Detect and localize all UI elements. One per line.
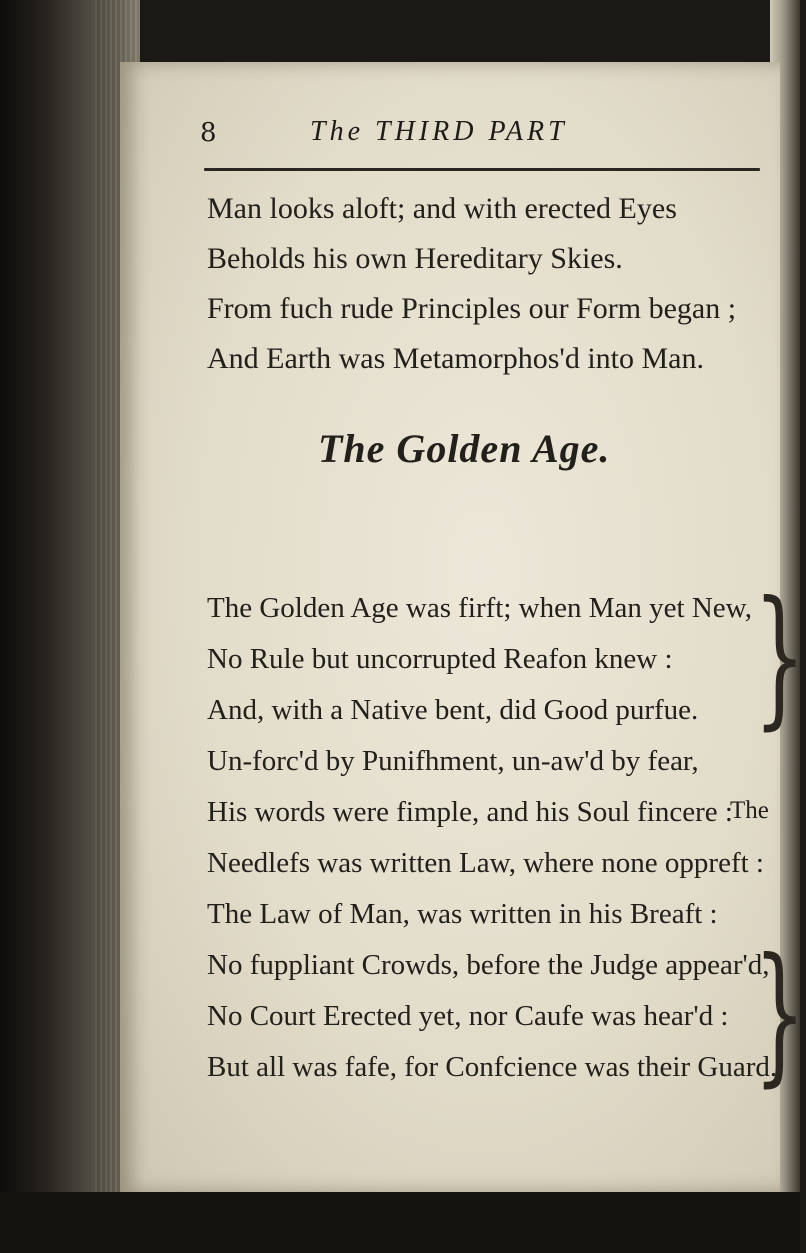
verse-line: And Earth was Metamorphos'd into Man. [207,342,704,375]
verse-line: Un-forc'd by Punifhment, un-aw'd by fear, [207,745,699,777]
verse-line: No Court Erected yet, nor Caufe was hear'd : [207,1000,729,1032]
verse-line: His words were fimple, and his Soul fincere : [207,796,733,828]
verse-line: But all was fafe, for Confcience was their Guard. [207,1051,778,1083]
page-header [200,114,760,154]
verse-line: The Law of Man, was written in his Breaft : [207,898,718,930]
book-page [120,62,806,1192]
verse-line: Beholds his own Hereditary Skies. [207,242,623,275]
verse-line: Man looks aloft; and with erected Eyes [207,192,677,225]
triplet-brace: } [753,927,806,1101]
running-head: The THIRD PART [310,116,568,147]
triplet-brace: } [753,570,806,744]
verse-line: Needlefs was written Law, where none oppreft : [207,847,764,879]
catchword: The [730,797,769,824]
verse-line: The Golden Age was firft; when Man yet New, [207,592,752,624]
background-shadow [0,1192,800,1253]
verse-line: And, with a Native bent, did Good purfue. [207,694,699,726]
verse-line: No fuppliant Crowds, before the Judge appear'd, [207,949,770,981]
verse-line: From fuch rude Principles our Form began ; [207,292,737,325]
book-binding [0,0,140,1253]
header-rule [204,168,760,171]
page-number: 8 [200,118,217,148]
verse-line: No Rule but uncorrupted Reafon knew : [207,643,673,675]
section-title: The Golden Age. [318,426,611,471]
